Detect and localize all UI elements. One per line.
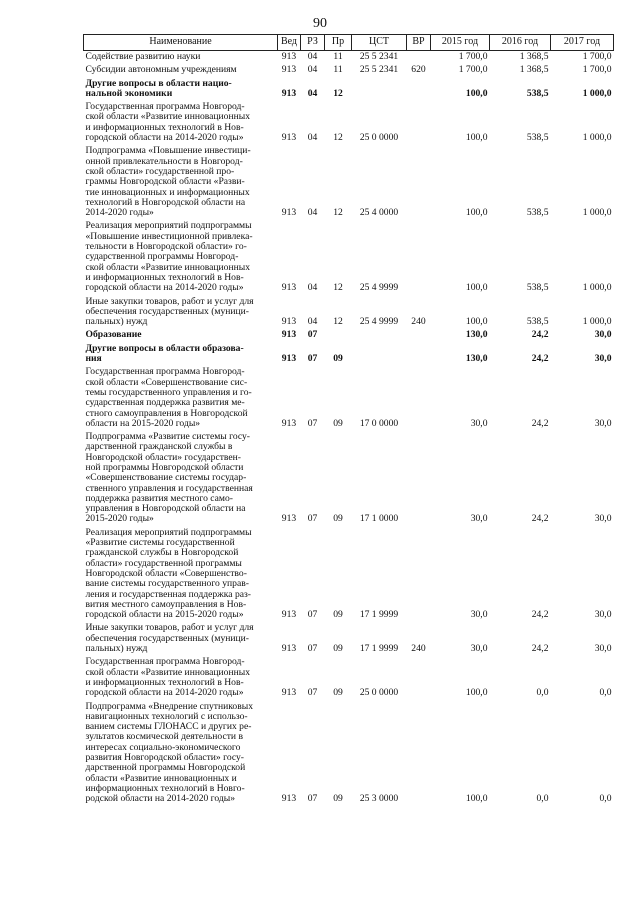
table-row: [84, 145, 614, 220]
table-row: [84, 366, 614, 431]
cell-name: Подпрограмма «Внедрение спутниковых навигационных технологий с использо- ванием системы ГЛОНАСС и других ре- зультатов космической деятельности в интересах социально-экономического развития Новгородской области» госу- дарственной программы Новгородской области «Развитие инновационных и информационных технологий в Новго- родской области на 2014-2020 годы»: [85, 700, 253, 805]
cell-cst: 17 1 9999: [359, 609, 399, 621]
table-row: [84, 343, 614, 367]
cell-name: Содействие развитию науки: [85, 51, 201, 62]
cell-vr: [407, 366, 431, 431]
cell-2015: 100,0: [465, 87, 488, 99]
header-vr: ВР: [407, 35, 431, 51]
cell-2017: 1 000,0: [582, 207, 612, 219]
cell-rz: 04: [307, 207, 318, 219]
cell-cst: 25 5 2341: [359, 64, 399, 76]
cell-2015: 100,0: [465, 793, 488, 805]
cell-2017: 30,0: [594, 513, 612, 525]
cell-2015: 30,0: [470, 643, 488, 655]
cell-name: Реализация мероприятий подпрограммы «Развитие системы государственной гражданской службы в Новгородской области» государственной программы Новгородской области «Совершенство- вание системы государственного управ- ления и государственная поддержка раз- вития местного самоуправления в Нов- городской области на 2015-2020 годы»: [85, 526, 252, 621]
cell-rz: 07: [307, 609, 318, 621]
cell-2017: 0,0: [599, 687, 612, 699]
cell-pr: 09: [333, 793, 343, 805]
cell-name: Реализация мероприятий подпрограммы «Повышение инвестиционной привлека- тельности в Новгородской области» го- сударственной программы Новгород- ской области «Развитие инновационных и информационных технологий в Нов- городской области на 2014-2020 годы»: [85, 220, 253, 294]
cell-pr: 09: [333, 609, 343, 621]
cell-2017: 30,0: [594, 329, 612, 341]
cell-vr: [407, 101, 431, 145]
cell-vr: 240: [411, 316, 426, 328]
cell-name: Иные закупки товаров, работ и услуг для обеспечения государственных (муници- пальных) нужд: [85, 295, 254, 328]
cell-name: Иные закупки товаров, работ и услуг для обеспечения государственных (муници- пальных) нужд: [85, 622, 254, 655]
cell-2015: 1 700,0: [458, 64, 488, 76]
cell-ved: 913: [281, 51, 297, 62]
cell-pr: 09: [333, 417, 343, 429]
table-row: [84, 431, 614, 527]
cell-2016: 0,0: [536, 687, 549, 699]
cell-2017: 30,0: [594, 353, 612, 365]
cell-ved: 913: [281, 687, 297, 699]
cell-2017: 30,0: [594, 417, 612, 429]
table-row: [84, 220, 614, 295]
cell-pr: [325, 329, 352, 342]
cell-2017: 1 000,0: [582, 132, 612, 144]
cell-rz: 04: [307, 316, 318, 328]
cell-vr: [407, 527, 431, 623]
cell-vr: [407, 329, 431, 342]
cell-2015: 1 700,0: [458, 51, 488, 62]
cell-rz: 07: [307, 643, 318, 655]
cell-name: Государственная программа Новгород- ской области «Совершенствование сис- темы государственного управления и го- сударственная поддержка развития ме- стного самоуправления в Новгородской области на 2015-2020 годы»: [85, 366, 252, 429]
cell-ved: 913: [281, 329, 297, 341]
cell-cst: 25 4 9999: [359, 282, 399, 294]
cell-vr: [407, 145, 431, 220]
cell-2016: 24,2: [531, 609, 549, 621]
cell-cst: [352, 343, 407, 367]
cell-2015: 100,0: [465, 132, 488, 144]
cell-2015: 30,0: [470, 417, 488, 429]
cell-name: Подпрограмма «Повышение инвестици- онной привлекательности в Новгород- ской области» государственной про- граммы Новгородской области «Разви- тие инновационных и информационных технологий в Новгородской области на 2014-2020 годы»: [85, 145, 251, 219]
table-row: [84, 78, 614, 102]
cell-2017: 1 000,0: [582, 282, 612, 294]
cell-cst: 25 4 0000: [359, 207, 399, 219]
cell-rz: 07: [307, 513, 318, 525]
cell-vr: [407, 78, 431, 102]
cell-pr: 12: [333, 87, 343, 99]
cell-rz: 04: [307, 64, 318, 76]
cell-2016: 24,2: [531, 329, 549, 341]
cell-pr: 11: [333, 64, 343, 76]
table-row: [84, 656, 614, 700]
cell-pr: 09: [333, 353, 343, 365]
cell-name: Другие вопросы в области нацио- нальной экономики: [85, 77, 232, 99]
cell-2016: 538,5: [526, 132, 549, 144]
cell-cst: 25 0 0000: [359, 132, 399, 144]
page-number: 90: [313, 16, 327, 31]
cell-cst: 25 0 0000: [359, 687, 399, 699]
cell-2016: 538,5: [526, 282, 549, 294]
cell-vr: [407, 220, 431, 295]
header-name: Наименование: [84, 35, 278, 51]
header-2016: 2016 год: [490, 35, 551, 51]
cell-name: Подпрограмма «Развитие системы госу- дарственной гражданской службы в Новгородской области» государствен- ной программы Новгородской области «Совершенствование системы государ- ственного управления и государственная поддержка развития местного само- управления в Новгородской области на 2015-2020 годы»: [85, 431, 253, 525]
header-2017: 2017 год: [551, 35, 614, 51]
cell-cst: 17 0 0000: [359, 417, 399, 429]
cell-2017: 1 700,0: [582, 64, 612, 76]
cell-vr: [407, 343, 431, 367]
cell-name: Образование: [85, 329, 142, 341]
cell-2017: 0,0: [599, 793, 612, 805]
table-row: [84, 329, 614, 342]
cell-ved: 913: [281, 316, 297, 328]
budget-table: [83, 34, 614, 806]
cell-2017: 30,0: [594, 609, 612, 621]
table-header: [84, 35, 614, 51]
cell-pr: 11: [333, 51, 343, 62]
header-2015: 2015 год: [431, 35, 490, 51]
cell-vr: 620: [411, 64, 426, 76]
cell-2015: 130,0: [465, 329, 488, 341]
cell-rz: 07: [307, 687, 318, 699]
cell-pr: 09: [333, 687, 343, 699]
cell-cst: 25 5 2341: [359, 51, 399, 62]
cell-cst: [352, 78, 407, 102]
cell-rz: 04: [307, 51, 318, 62]
header-cst: ЦСТ: [352, 35, 407, 51]
cell-2016: 24,2: [531, 513, 549, 525]
cell-2016: 24,2: [531, 417, 549, 429]
cell-pr: 09: [333, 513, 343, 525]
cell-vr: [407, 51, 431, 65]
table-row: [84, 527, 614, 623]
cell-cst: 25 3 0000: [359, 793, 399, 805]
table-body: [84, 51, 614, 807]
cell-rz: 07: [307, 353, 318, 365]
cell-rz: 07: [307, 793, 318, 805]
cell-ved: 913: [281, 417, 297, 429]
cell-2016: 0,0: [536, 793, 549, 805]
cell-2015: 100,0: [465, 687, 488, 699]
cell-2017: 1 000,0: [582, 87, 612, 99]
cell-pr: 12: [333, 207, 343, 219]
cell-cst: [352, 329, 407, 342]
cell-2016: 24,2: [531, 353, 549, 365]
cell-name: Другие вопросы в области образова- ния: [85, 342, 244, 365]
cell-cst: 25 4 9999: [359, 316, 399, 328]
cell-2015: 100,0: [465, 207, 488, 219]
table-row: [84, 701, 614, 807]
cell-pr: 12: [333, 282, 343, 294]
cell-ved: 913: [281, 609, 297, 621]
cell-pr: 12: [333, 132, 343, 144]
cell-pr: 09: [333, 643, 343, 655]
cell-2015: 100,0: [465, 316, 488, 328]
cell-cst: 17 1 9999: [359, 643, 399, 655]
table-row: [84, 296, 614, 330]
cell-2016: 538,5: [526, 316, 549, 328]
cell-ved: 913: [281, 282, 297, 294]
cell-2016: 538,5: [526, 87, 549, 99]
cell-cst: 17 1 0000: [359, 513, 399, 525]
cell-2017: 1 000,0: [582, 316, 612, 328]
table-row: [84, 101, 614, 145]
cell-ved: 913: [281, 353, 297, 365]
cell-vr: [407, 656, 431, 700]
cell-2017: 30,0: [594, 643, 612, 655]
cell-2016: 1 368,5: [519, 51, 549, 62]
cell-name: Государственная программа Новгород- ской области «Развитие инновационных и информационных технологий в Нов- городской области на 2014-2020 годы»: [85, 101, 250, 144]
cell-vr: [407, 431, 431, 527]
cell-name: Государственная программа Новгород- ской области «Развитие инновационных и информационных технологий в Нов- городской области на 2014-2020 годы»: [85, 656, 250, 699]
header-ved: Вед: [278, 35, 301, 51]
cell-ved: 913: [281, 87, 297, 99]
header-pr: Пр: [325, 35, 352, 51]
cell-name: Субсидии автономным учреждениям: [85, 64, 237, 76]
cell-2016: 538,5: [526, 207, 549, 219]
cell-2016: 1 368,5: [519, 64, 549, 76]
cell-ved: 913: [281, 132, 297, 144]
cell-rz: 07: [307, 417, 318, 429]
cell-2015: 130,0: [465, 353, 488, 365]
cell-2016: 24,2: [531, 643, 549, 655]
cell-vr: [407, 701, 431, 807]
cell-2015: 30,0: [470, 609, 488, 621]
cell-2017: 1 700,0: [582, 51, 612, 62]
cell-2015: 100,0: [465, 282, 488, 294]
table-row: [84, 64, 614, 77]
cell-rz: 04: [307, 282, 318, 294]
header-rz: РЗ: [301, 35, 325, 51]
table-row: [84, 622, 614, 656]
cell-rz: 07: [307, 329, 318, 341]
cell-rz: 04: [307, 132, 318, 144]
cell-pr: 12: [333, 316, 343, 328]
cell-vr: 240: [411, 643, 426, 655]
cell-rz: 04: [307, 87, 318, 99]
cell-ved: 913: [281, 513, 297, 525]
cell-ved: 913: [281, 207, 297, 219]
cell-ved: 913: [281, 793, 297, 805]
cell-ved: 913: [281, 643, 297, 655]
cell-ved: 913: [281, 64, 297, 76]
cell-2015: 30,0: [470, 513, 488, 525]
table-row: [84, 51, 614, 65]
